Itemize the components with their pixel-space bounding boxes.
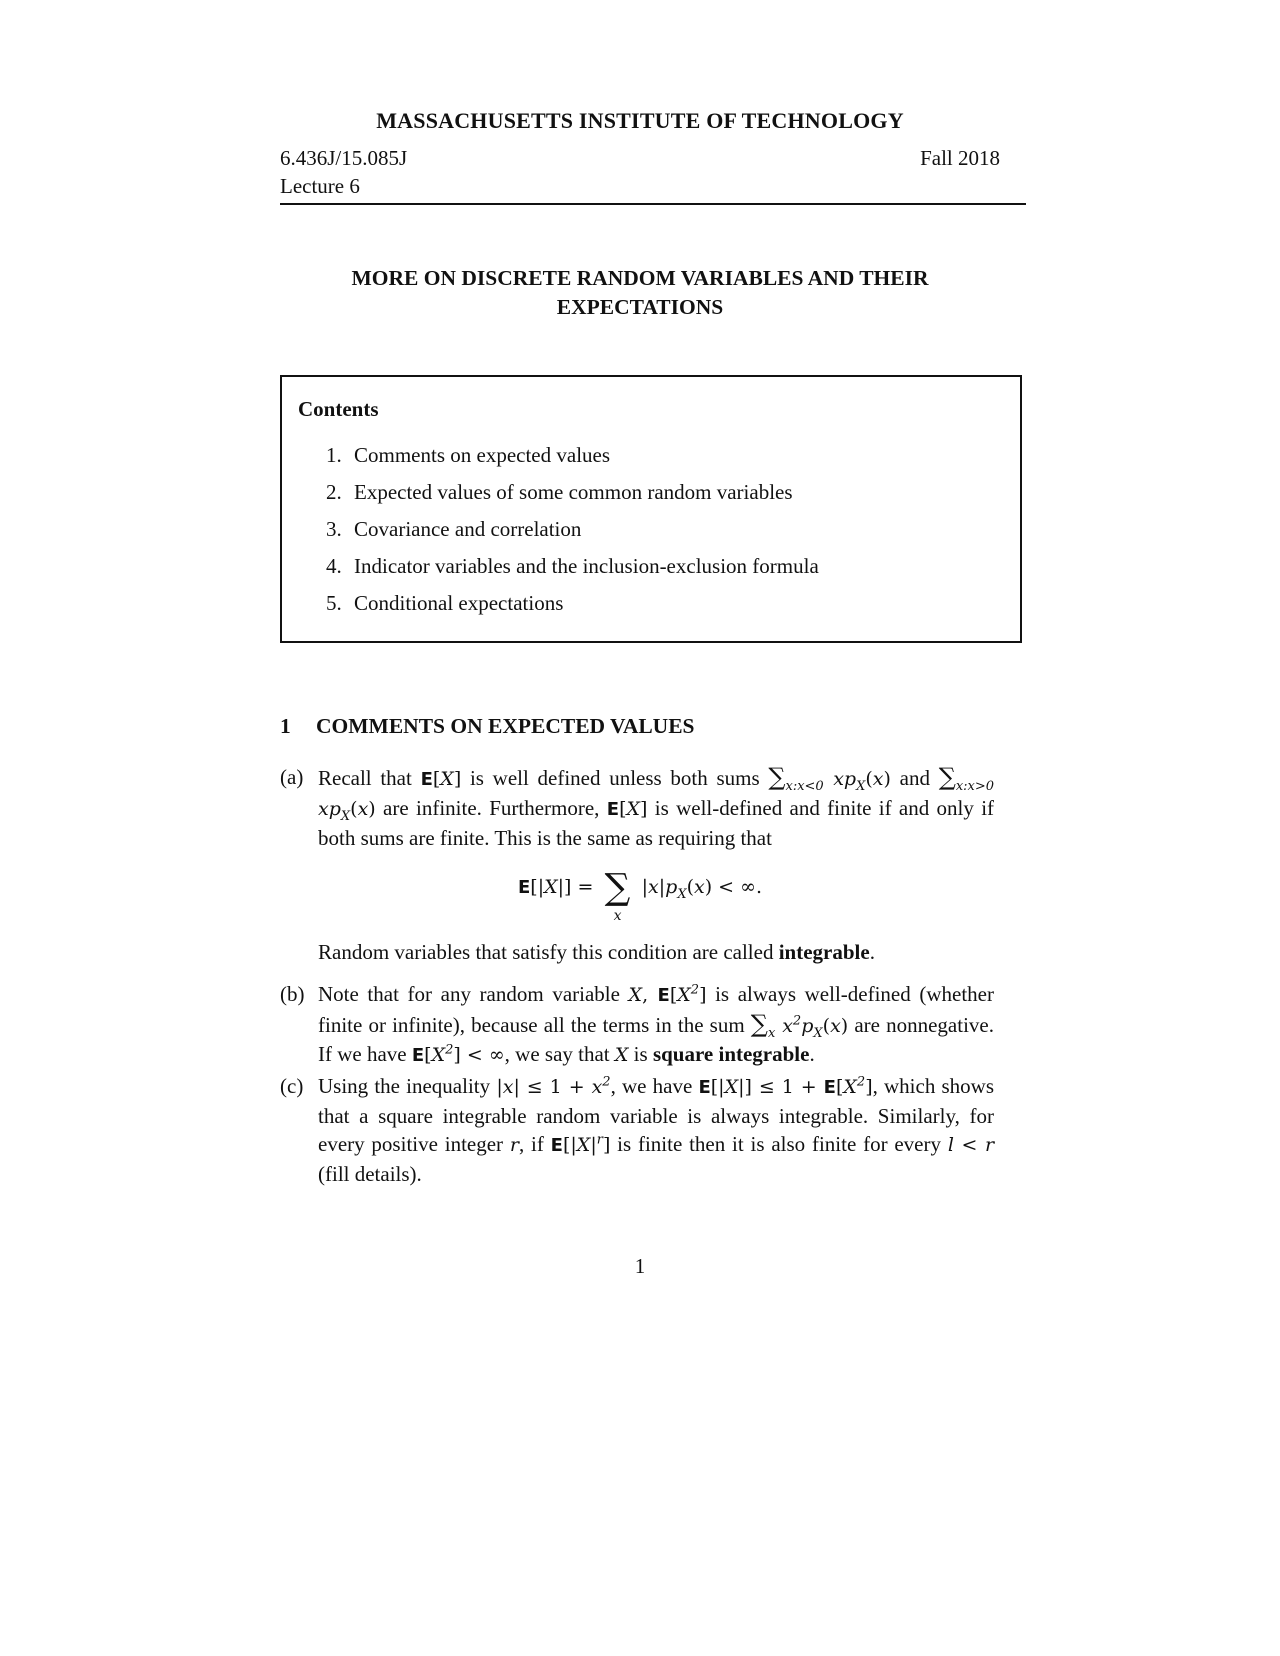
item-label: (a)	[280, 765, 304, 789]
math-expr: r	[509, 1134, 519, 1156]
math-expr: X	[614, 1044, 629, 1066]
item-text: Using the inequality $|x| \le 1 + x^2$, we have $E[|X|] \le 1 + E[X^2]$, which shows that a square integrable random variable is always integrable. Similarly, for every positive integer r, if $E[|X|^r]$ is finite then it is also finite for every l < r (fill details).	[318, 1074, 995, 1186]
section-title: COMMENTS ON EXPECTED VALUES	[316, 714, 695, 738]
item-text: Note that for any random variable X, $E[X^2]$ is always well-defined (whether finite or infinite), because all the terms in the sum $\sum_x$ $x^2p_X(x)$ are nonnegative. If we have $E[X^2]$ < ∞, we say that X is square integrable.	[318, 982, 994, 1066]
page-number: 1	[634, 1254, 646, 1278]
item-a	[280, 763, 995, 850]
math-expr: $E[X^2]$ < ∞	[411, 1042, 505, 1066]
contents-item-label: Comments on expected values	[354, 443, 611, 467]
math-expr: $E[|X|^r]$	[550, 1132, 611, 1156]
sum-symbol: ∑ x	[604, 867, 631, 924]
contents-item-label: Conditional expectations	[354, 591, 564, 615]
contents-item: 1. Comments on expected values	[326, 443, 819, 480]
lecture-number: Lecture 6	[280, 174, 360, 198]
math-expr: $\sum_x$ $x^2p_X(x)$	[750, 1010, 849, 1041]
item-text: Recall that E[X] is well defined unless both sums $\sum_{x:x<0}$ $xp_X(x)$ and $\sum_{x:x>0}$ $xp_X(x)$ are infinite. Furthermore, E[X] is well-defined and finite if and only if both sums are finite. This is the same as requiring that	[318, 763, 995, 850]
contents-item: 3. Covariance and correlation	[326, 517, 819, 554]
integrable-definition: Random variables that satisfy this condition are called integrable.	[318, 940, 875, 964]
math-expr: $|x| \le 1 + x^2$	[496, 1074, 611, 1098]
contents-item-label: Covariance and correlation	[354, 517, 582, 541]
header-rule	[280, 203, 1026, 205]
math-expr: l < r	[947, 1134, 995, 1156]
contents-item: 4. Indicator variables and the inclusion-exclusion formula	[326, 554, 819, 591]
contents-item-label: Indicator variables and the inclusion-exclusion formula	[354, 554, 819, 578]
contents-heading: Contents	[298, 397, 379, 421]
term: Fall 2018	[920, 146, 1000, 170]
term-integrable: integrable	[778, 940, 870, 964]
contents-item-label: Expected values of some common random variables	[354, 480, 793, 504]
display-equation: E[|X|] = ∑ x $|x|p_X(x)$ < ∞.	[517, 867, 763, 924]
math-expr: E[X]	[606, 798, 648, 820]
institution-name: MASSACHUSETTS INSTITUTE OF TECHNOLOGY	[376, 108, 904, 133]
math-expr: $E[|X|] \le 1 + E[X^2]$	[698, 1074, 873, 1098]
contents-box	[280, 375, 1022, 643]
contents-item: 2. Expected values of some common random variables	[326, 480, 819, 517]
item-label: (c)	[280, 1074, 304, 1098]
math-expr: X, $E[X^2]$	[628, 982, 707, 1006]
contents-list	[326, 443, 819, 628]
section-number: 1	[280, 714, 291, 738]
math-expr: E[X]	[420, 768, 462, 790]
math-expr: $\sum_{x:x<0}$ $xp_X(x)$	[768, 763, 891, 794]
title-line-2: EXPECTATIONS	[556, 295, 724, 319]
contents-item: 5. Conditional expectations	[326, 591, 819, 628]
document-title	[0, 264, 1280, 322]
section-heading	[280, 714, 695, 739]
item-c	[280, 1072, 994, 1184]
math-expr: $\sum_{x:x>0}$ $xp_X(x)$	[318, 763, 995, 824]
item-b	[280, 980, 994, 1064]
term-square-integrable: square integrable	[652, 1042, 810, 1066]
item-label: (b)	[280, 982, 305, 1006]
title-line-1: MORE ON DISCRETE RANDOM VARIABLES AND THEIR	[351, 266, 929, 290]
course-code: 6.436J/15.085J	[280, 146, 408, 170]
